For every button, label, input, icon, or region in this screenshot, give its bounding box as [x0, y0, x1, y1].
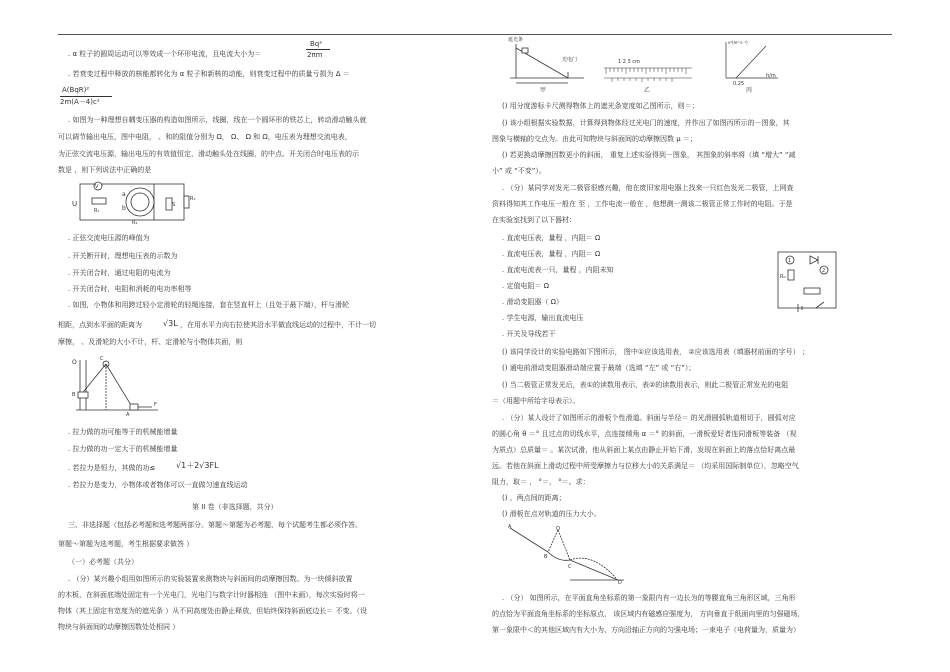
svg-text:C: C: [568, 564, 572, 570]
q-pulley-line2-pre: 相距，点到水平面的距离为: [58, 321, 142, 329]
vernier-scale-labels: 1 2 3 cm: [618, 59, 640, 65]
field-question-line1: . （分） 如图所示，在平面直角坐标系的第一象限内有一边长为的等腰直角三角形区域，三角形: [502, 594, 796, 602]
svg-text:b: b: [122, 205, 126, 212]
figure-label-yi: 乙: [644, 87, 651, 94]
svg-text:D: D: [618, 580, 622, 584]
exp-part3-line2: 小” 或 “不变”）。: [492, 167, 546, 175]
q-transformer-line3: 为正弦交流电压源，输出电压的有效值恒定，滑动触头处在线圈，的中点。开关闭合时电压表的示: [58, 150, 359, 158]
svg-text:R₀: R₀: [780, 274, 786, 280]
svg-text:B: B: [72, 392, 76, 398]
option-pc-pre: . 若拉力是恒力，其做的功≤: [68, 464, 156, 472]
section-iii-line2: 第题～第题为选考题，考生根据要求做答 ）: [58, 540, 194, 548]
header-rule: [58, 34, 892, 35]
option-pc-expression: √1＋2√3FL: [176, 461, 219, 470]
figure-label-bing: 丙: [746, 87, 753, 94]
led-part3-line1: () 当二极管正常发光后，表①的读数用表示，表②的读数用表示，则此二极管正常发光的电阻: [502, 381, 789, 389]
fraction-bar: [60, 96, 112, 97]
q-pulley-line3: 摩擦， 、及滑轮的大小不计，杆、定滑轮与小物体共面，则: [58, 338, 243, 346]
option-b: . 开关断开时，理想电压表的示数为: [68, 252, 178, 260]
label-zheguangtiao: 遮光条: [508, 37, 524, 43]
skate-line1: . （分）某人设计了如图所示的滑板个性滑道。斜面与半径＝ 的光滑圆弧轨道相切于，圆弧对应: [502, 414, 796, 422]
svg-text:A: A: [126, 412, 130, 418]
svg-text:U: U: [72, 200, 78, 208]
axis-x-label: h/m: [766, 73, 776, 79]
skate-part2: () 滑板在点对轨道的压力大小。: [502, 510, 601, 518]
section-ii-heading: 第 II 卷（非选择题，共分）: [192, 503, 278, 511]
led-part2: () 通电前滑动变阻器滑动端应置于最端（选填 “左” 或 “右”）；: [502, 364, 696, 372]
figure-label-jia: 甲: [540, 87, 547, 94]
option-pa: . 拉力做的功可能等于的机械能增量: [68, 428, 178, 436]
equipment-a: . 直流电压表，量程 ，内阻＝ Ω: [502, 234, 601, 242]
svg-text:R₂: R₂: [132, 220, 138, 226]
skate-line3: 为质点）总质量＝ 。某次试滑，他从斜面上某点由静止开始下滑，发现在斜面上的落点恰好离点最: [492, 446, 796, 454]
led-part3-line2: ＝（用题中所给字母表示）。: [492, 397, 580, 405]
equipment-c: . 直流电流表一只，量程 ，内阻未知: [502, 266, 614, 274]
q-alpha-current: . α 粒子的圆周运动可以等效成一个环形电流，且电流大小为＝: [68, 50, 262, 58]
pulley-figure: [72, 352, 164, 418]
field-question-line3: 第一象限中＜的其他区域内有大小为、方向沿轴正方向的匀强电场；一束电子（电荷量为，质量为）: [492, 626, 800, 634]
experiment-line2: 的木板，在斜面底端处固定有一个光电门，光电门与数字计时器相连 （图中未画），每次实验时将一: [58, 591, 365, 599]
svg-text:B: B: [544, 554, 548, 560]
svg-text:a: a: [122, 191, 126, 198]
q-mass-defect: . 若衰变过程中释放的核能都转化为 α 粒子和新核的动能，则衰变过程中的质量亏损为 Δ ＝: [68, 70, 350, 78]
svg-text:S: S: [172, 202, 176, 208]
experiment-line3: 物体（其上固定有宽度为的遮光条 ）从不同高度处由静止释放，但始终保持斜面底边长＝ 不变。（设: [58, 607, 367, 615]
fraction-denominator: 2πm: [307, 51, 323, 59]
section-iii-line1: 三、非选择题（包括必考题和选考题两部分。第题～第题为必考题，每个试题考生都必须作答。: [68, 521, 362, 529]
mass-defect-denominator: 2m(A－4)c²: [60, 98, 100, 106]
experiment-line4: 物块与斜面间的动摩擦因数处处相同 ）: [58, 623, 180, 631]
q-transformer-line1: . 如图为一种理想自耦变压器的构造如图所示，线圈，线在一个圆环形的铁芯上，转动滑动触头就: [68, 116, 367, 124]
exp-part2-line1: () 该小组根据实验数据，计算得到物体经过光电门的速度，并作出了如图丙所示的－图象，其: [502, 119, 790, 127]
sqrt-3L: √3L: [163, 319, 178, 328]
svg-text:F: F: [154, 402, 157, 408]
skate-line2: 的圆心角 θ ＝° 且过点的切线水平，点连接倾角 α ＝° 的斜面，一滑板爱好者连同滑板等装备 （视: [492, 430, 797, 438]
equipment-g: . 开关及导线若干: [502, 330, 556, 338]
svg-text:O: O: [556, 526, 560, 532]
exp-part1: () 用分度游标卡尺测得物体上的遮光条宽度如乙图所示，则＝；: [502, 102, 699, 110]
skate-line5: 阻力，取＝ ， °＝， °＝。求：: [492, 478, 590, 486]
q-pulley-line1: . 如图，小物体和用跨过轻小定滑轮的轻绳连接，套在竖直杆上（且处于最下端），杆与滑轮: [68, 301, 349, 309]
option-pd: . 若拉力是变力，小物体或者物体可以一直做匀速直线运动: [68, 481, 248, 489]
experiment-line1: . （分）某兴趣小组用如图所示的实验装置来测物块与斜面间的动摩擦因数。为一块倾斜放置: [68, 575, 353, 583]
svg-text:R₁: R₁: [94, 208, 100, 214]
svg-text:1: 1: [788, 258, 792, 264]
label-guangdianmen: 光电门: [562, 57, 578, 63]
equipment-d: . 定值电阻＝ Ω: [502, 282, 550, 290]
fraction-numerator: Bq²: [310, 40, 323, 48]
svg-text:A: A: [508, 524, 512, 530]
q-pulley-line2-post: ，在用水平力向右拉使其沿水平做直线运动的过程中，不计一切: [180, 321, 376, 329]
svg-text:R₃: R₃: [190, 196, 196, 202]
led-part1: () 该同学设计的实验电路如下图所示， 图中①应该选用表， ②应该选用表（填器材前面的字号） ；: [502, 348, 809, 356]
exp-part3-line1: () 若更换动摩擦因数更小的斜面， 重复上述实验得到－图象， 其图象的斜率将（填 “增大” “减: [502, 151, 796, 159]
skate-track-figure: [506, 522, 630, 584]
vernier-caliper-figure-yi: [602, 58, 694, 84]
svg-text:V: V: [95, 184, 99, 190]
exp-part2-line2: 图象与横轴的交点为。由此可知物块与斜面间的动摩擦因数 μ ＝；: [492, 135, 697, 143]
led-question-line2: 资料得知其工作电压一般在 至 ，工作电流一般在 ，他想测一测该二极管正常工作时的电阻。于是: [492, 200, 793, 208]
svg-text:2: 2: [822, 268, 826, 274]
option-d: . 开关闭合时，电阻和消耗的电功率相等: [68, 285, 192, 293]
skate-line4: 远。若他在斜面上滑动过程中所受摩擦力与位移大小的关系满足＝ （均采用国际制单位），忽略空气: [492, 462, 799, 470]
equipment-e: . 滑动变阻器（ Ω）: [502, 298, 564, 306]
transformer-circuit-figure: [72, 178, 202, 226]
option-a: . 正弦交流电压源的峰值为: [68, 234, 150, 242]
field-question-line2: 的点恰为平面直角坐标系的坐标原点， 该区域内有磁感应强度为， 方向垂直于纸面向里的匀强磁场，: [492, 610, 805, 618]
option-pb: . 拉力做的功一定大于的机械能增量: [68, 445, 178, 453]
led-question-line3: 在实验室找到了以下器材：: [492, 216, 576, 224]
mass-defect-numerator: A(BqR)²: [62, 86, 90, 94]
skate-part1: () 、两点间的距离；: [502, 494, 566, 502]
option-c: . 开关闭合时，通过电阻的电流为: [68, 269, 171, 277]
fraction-bar: [306, 49, 330, 50]
led-circuit-figure: [770, 244, 844, 318]
led-question-line1: . （分）某同学对发光二极管很感兴趣，他在废旧家用电器上找来一只红色发光二极管，上网查: [502, 184, 794, 192]
svg-text:C: C: [100, 356, 104, 362]
required-heading: （一）必考题（共分）: [68, 558, 138, 566]
q-transformer-line4: 数是 ，则下列说法中正确的是: [58, 166, 152, 174]
q-transformer-line2: 可以调节输出电压，图中电阻， 、和的阻值分别为 Ω， Ω、 Ω 和 Ω，电压表为理想交流电表，: [58, 133, 352, 141]
equipment-b: . 直流电压表，量程 ，内阻＝ Ω: [502, 250, 601, 258]
equipment-f: . 学生电源，输出直流电压: [502, 314, 584, 322]
svg-text:O: O: [72, 359, 77, 366]
axis-y-label: v²(m²·s⁻²): [728, 40, 748, 45]
axis-intercept-label: 0.25: [733, 81, 745, 87]
